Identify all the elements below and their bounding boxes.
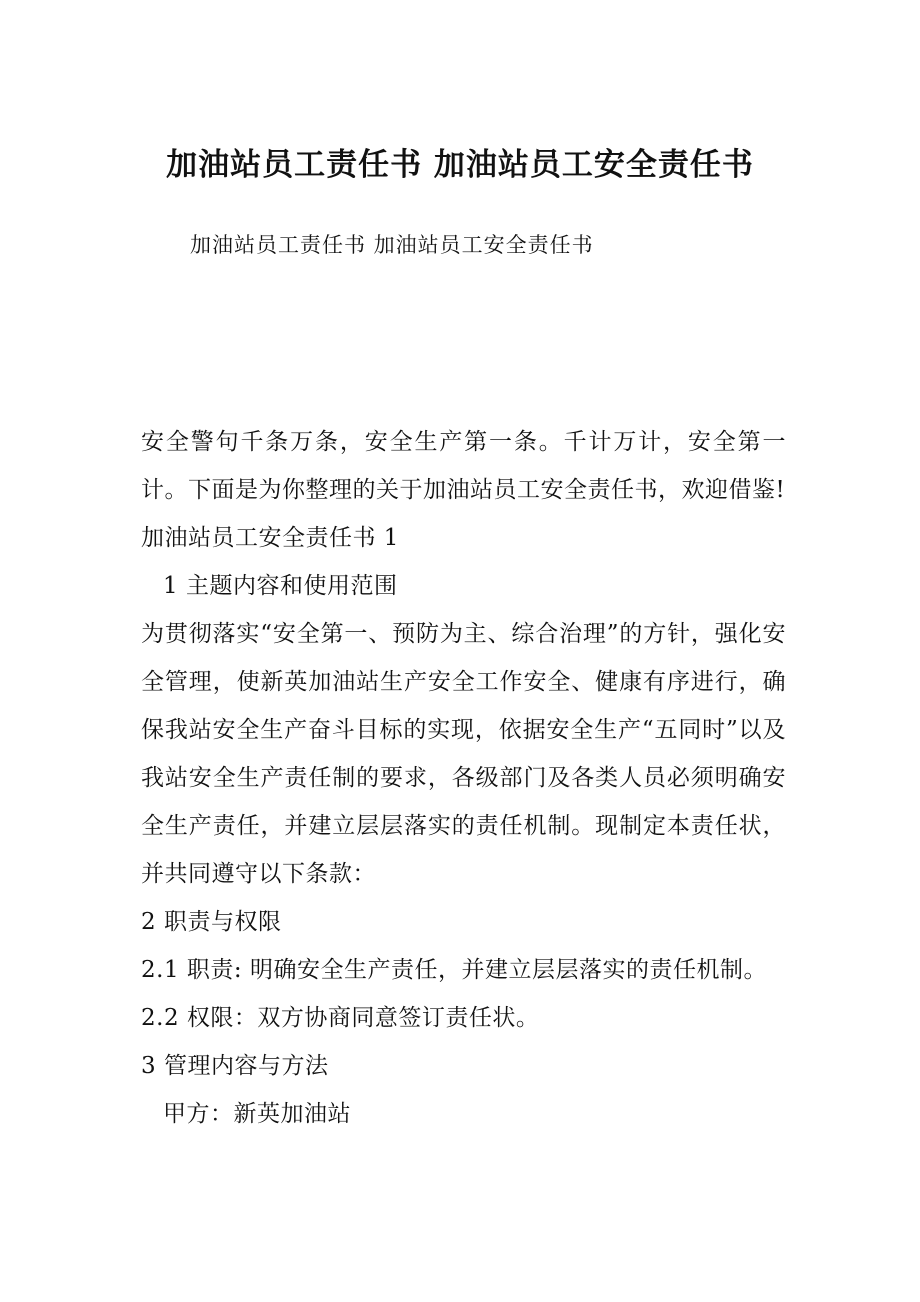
document-title: 加油站员工责任书 加油站员工安全责任书 [166, 147, 754, 183]
party-a: 甲方：新英加油站 [163, 1101, 351, 1127]
document-subtitle: 加油站员工责任书 加油站员工安全责任书 [190, 233, 594, 257]
item-2-1: 2.1 职责: 明确安全生产责任，并建立层层落实的责任机制。 [141, 957, 767, 983]
item-1-heading: 1 主题内容和使用范围 [163, 573, 398, 599]
item-2-2: 2.2 权限：双方协商同意签订责任状。 [141, 1005, 540, 1031]
section-heading: 加油站员工安全责任书 1 [141, 525, 399, 551]
intro-paragraph: 安全警句千条万条，安全生产第一条。千计万计，安全第一计。下面是为你整理的关于加油站员工安全责任书，欢迎借鉴! [141, 429, 786, 503]
item-3-heading: 3 管理内容与方法 [141, 1053, 329, 1079]
item-2-heading: 2 职责与权限 [141, 909, 282, 935]
item-1-body: 为贯彻落实“安全第一、预防为主、综合治理”的方针，强化安全管理，使新英加油站生产安全工作安全、健康有序进行，确保我站安全生产奋斗目标的实现，依据安全生产“五同时”以及我站安全生产责任制的要求，各级部门及各类人员必须明确安全生产责任，并建立层层落实的责任机制。现制定本责任状，并共同遵守以下条款： [141, 621, 786, 887]
document-body [141, 418, 786, 1138]
